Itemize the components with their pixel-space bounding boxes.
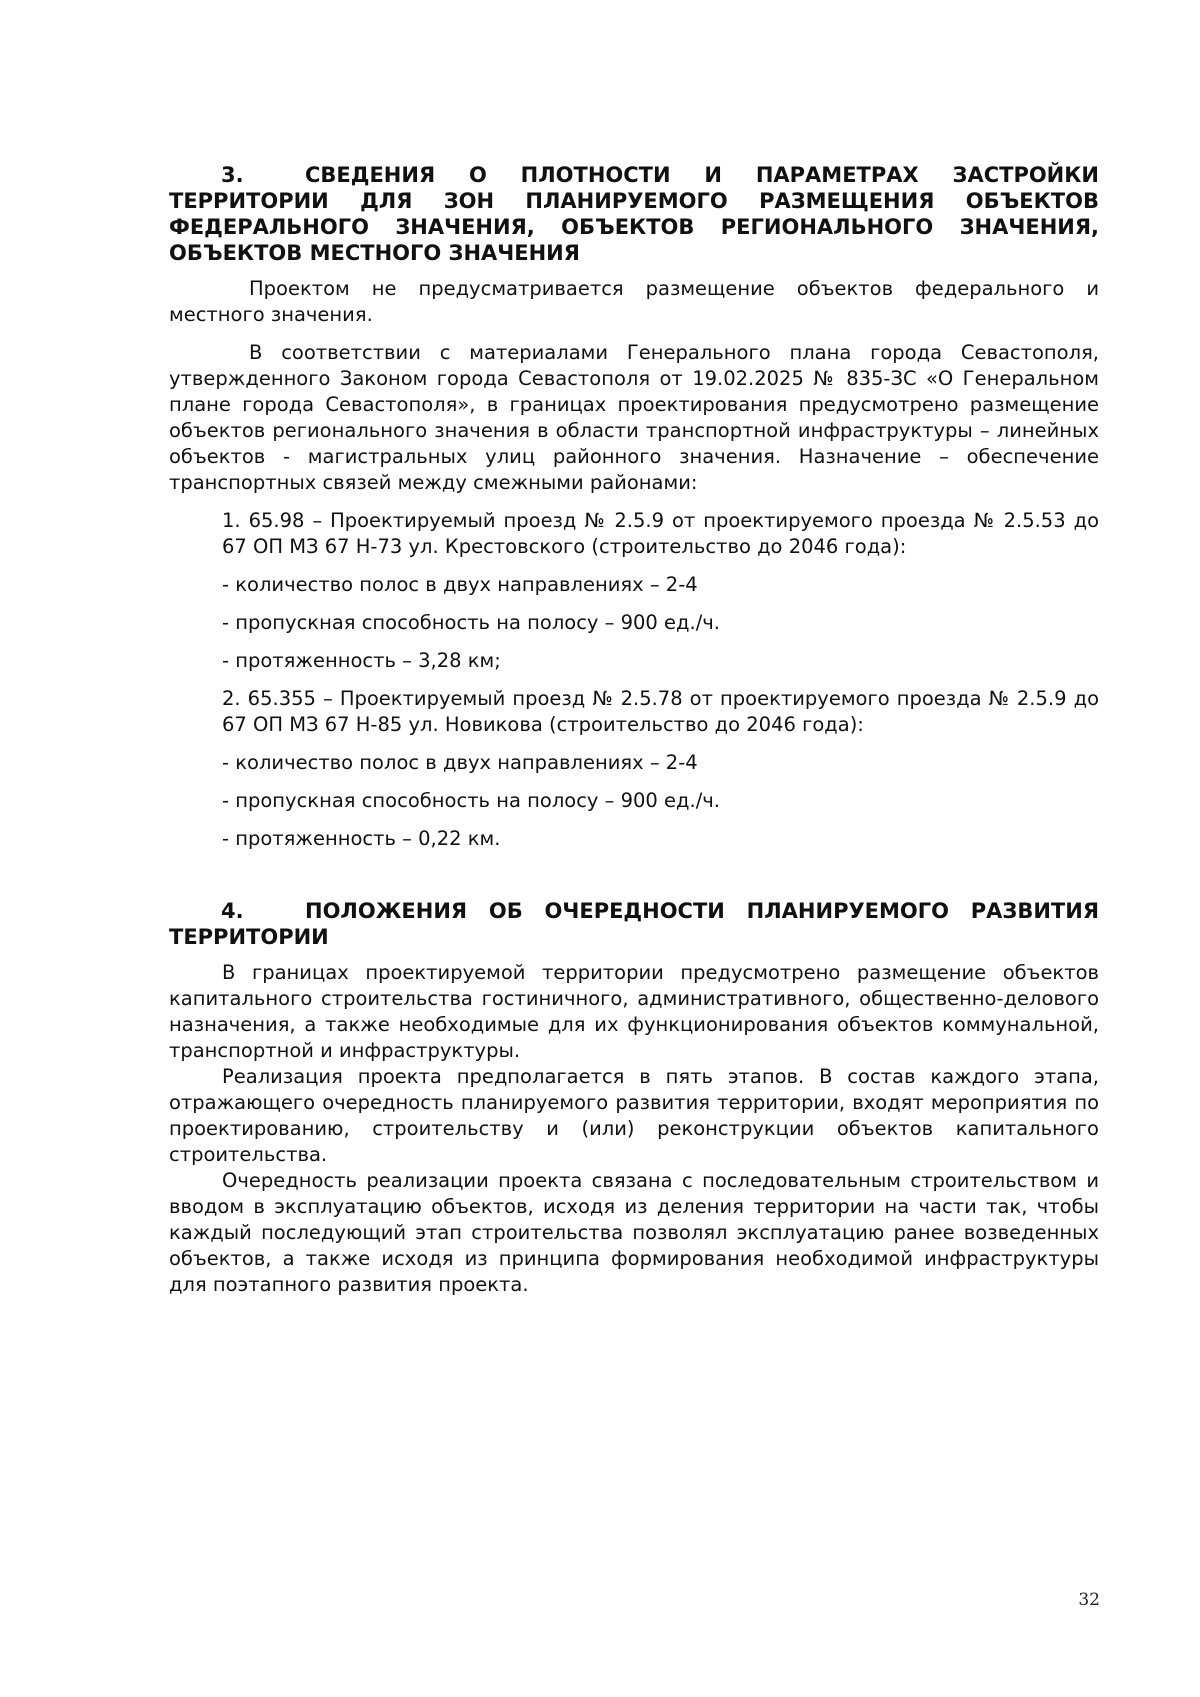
- section-4-paragraph-1: В границах проектируемой территории предусмотрено размещение объектов капитального строительства гостиничного, административного, общественно-делового назначения, а также необходимые для их функционирования объектов коммунальной, транспортной и инфраструктуры.: [169, 961, 1099, 1062]
- section-3-number: 3.: [221, 163, 244, 187]
- section-3-paragraph-2: В соответствии с материалами Генерального плана города Севастополя, утвержденного Законом города Севастополя от 19.02.2025 № 835-ЗС «О Генеральном плане города Севастополя», в границах проектирования предусмотрено размещение объектов регионального значения в области транспортной инфраструктуры – линейных объектов - магистральных улиц районного значения. Назначение – обеспечение транспортных связей между смежными районами:: [169, 341, 1099, 494]
- list-item-1-capacity: - пропускная способность на полосу – 900 ед./ч.: [222, 611, 721, 634]
- section-4-number: 4.: [221, 899, 244, 923]
- section-3-paragraph-1: Проектом не предусматривается размещение объектов федерального и местного значения.: [169, 277, 1099, 326]
- section-4-heading: [169, 898, 1099, 950]
- list-item-1: 1. 65.98 – Проектируемый проезд № 2.5.9 от проектируемого проезда № 2.5.53 до 67 ОП МЗ 67 Н-73 ул. Крестовского (строительство до 2046 года):: [222, 509, 1099, 558]
- list-item-2-lanes: - количество полос в двух направлениях – 2-4: [222, 751, 698, 774]
- page-number: 32: [1078, 1590, 1100, 1610]
- list-item-2-capacity: - пропускная способность на полосу – 900 ед./ч.: [222, 789, 721, 812]
- list-item-2-length: - протяженность – 0,22 км.: [222, 827, 501, 850]
- section-3-title: СВЕДЕНИЯ О ПЛОТНОСТИ И ПАРАМЕТРАХ ЗАСТРОЙКИ ТЕРРИТОРИИ ДЛЯ ЗОН ПЛАНИРУЕМОГО РАЗМЕЩЕНИЯ ОБЪЕКТОВ ФЕДЕРАЛЬНОГО ЗНАЧЕНИЯ, ОБЪЕКТОВ РЕГИОНАЛЬНОГО ЗНАЧЕНИЯ, ОБЪЕКТОВ МЕСТНОГО ЗНАЧЕНИЯ: [169, 163, 1099, 265]
- document-page: [169, 162, 1099, 1298]
- section-4-title: ПОЛОЖЕНИЯ ОБ ОЧЕРЕДНОСТИ ПЛАНИРУЕМОГО РАЗВИТИЯ ТЕРРИТОРИИ: [169, 899, 1099, 949]
- section-3-heading: [169, 162, 1099, 266]
- list-item-2: 2. 65.355 – Проектируемый проезд № 2.5.78 от проектируемого проезда № 2.5.9 до 67 ОП МЗ 67 Н-85 ул. Новикова (строительство до 2046 года):: [222, 687, 1099, 736]
- section-4-paragraph-2: Реализация проекта предполагается в пять этапов. В состав каждого этапа, отражающего очередность планируемого развития территории, входят мероприятия по проектированию, строительству и (или) реконструкции объектов капитального строительства.: [169, 1065, 1099, 1166]
- list-item-1-lanes: - количество полос в двух направлениях – 2-4: [222, 573, 698, 596]
- section-4-paragraph-3: Очередность реализации проекта связана с последовательным строительством и вводом в эксплуатацию объектов, исходя из деления территории на части так, чтобы каждый последующий этап строительства позволял эксплуатацию ранее возведенных объектов, а также исходя из принципа формирования необходимой инфраструктуры для поэтапного развития проекта.: [169, 1169, 1099, 1296]
- list-item-1-length: - протяженность – 3,28 км;: [222, 649, 501, 672]
